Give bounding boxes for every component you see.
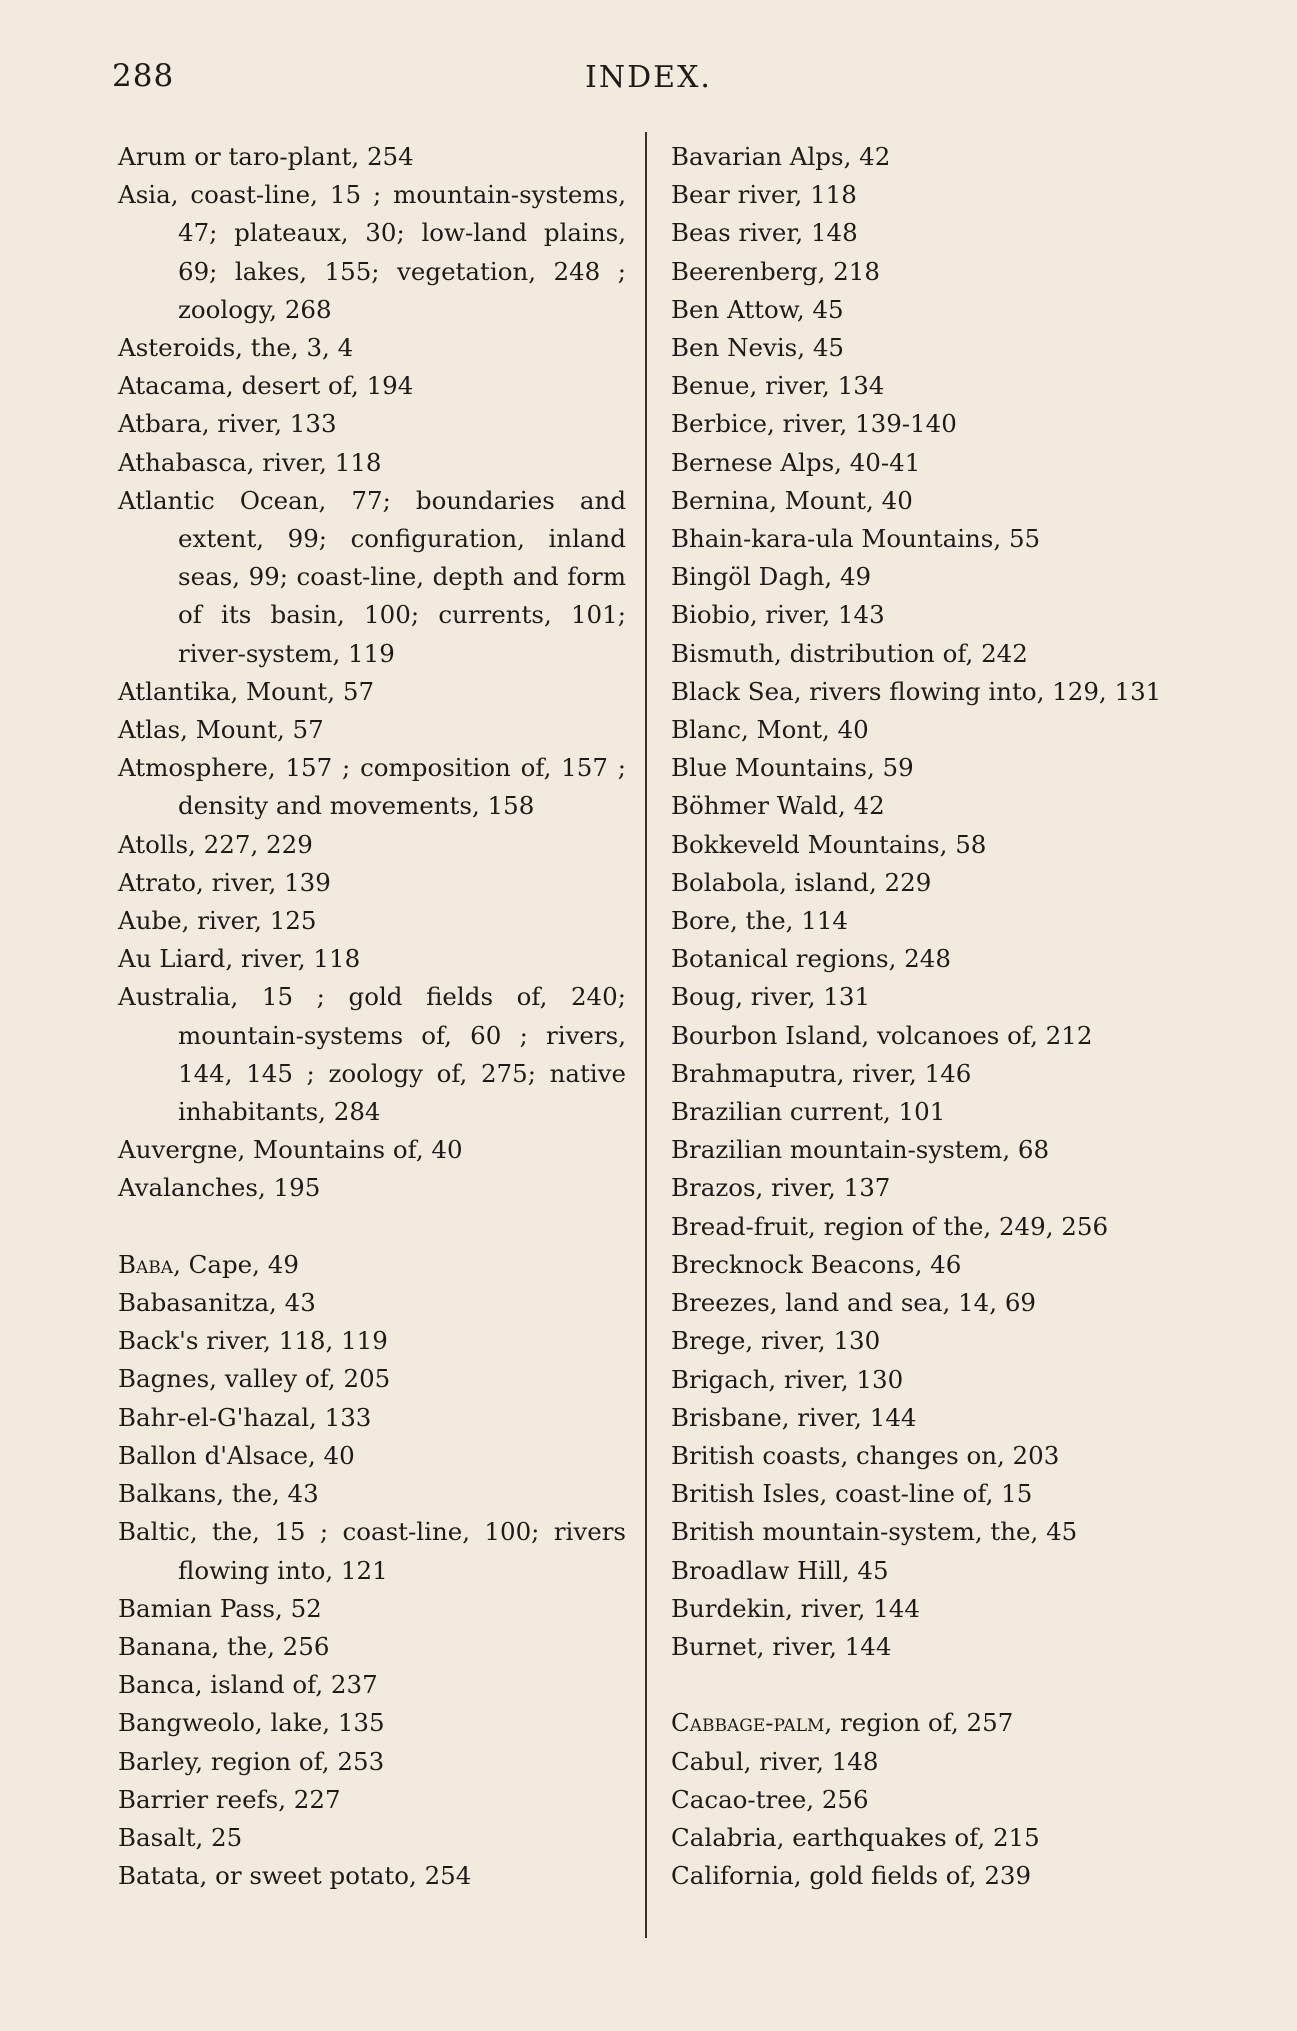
index-entry: Aube, river, 125 — [118, 906, 317, 936]
page-number: 288 — [112, 58, 175, 94]
left-entries-b — [118, 1284, 626, 1895]
index-entry: Botanical regions, 248 — [671, 944, 951, 974]
index-entry: Barrier reefs, 227 — [118, 1784, 341, 1814]
index-entry: Atlantic Ocean, 77; boundaries and extent, 99; configuration, inland seas, 99; coast-line, depth and form of its basin, 100; currents, 101; river-system, 119 — [118, 485, 626, 668]
section-gap — [118, 1208, 626, 1246]
index-entry: Ballon d'Alsace, 40 — [118, 1440, 355, 1470]
index-entry: Auvergne, Mountains of, 40 — [118, 1135, 463, 1165]
index-entry: Bokkeveld Mountains, 58 — [671, 829, 987, 859]
index-entry: Atrato, river, 139 — [118, 867, 331, 897]
index-entry: Banana, the, 256 — [118, 1631, 330, 1661]
index-entry: Atolls, 227, 229 — [118, 829, 313, 859]
index-entry: Atmosphere, 157 ; composition of, 157 ; density and movements, 158 — [118, 753, 626, 821]
right-entries-a — [671, 138, 1176, 1666]
index-entry: British Isles, coast-line of, 15 — [671, 1479, 1033, 1509]
index-entry: Brege, river, 130 — [671, 1326, 881, 1356]
index-entry: Babasanitza, 43 — [118, 1288, 316, 1318]
index-entry: Atacama, desert of, 194 — [118, 371, 414, 401]
index-entry: Brazos, river, 137 — [671, 1173, 891, 1203]
index-entry: Bore, the, 114 — [671, 906, 849, 936]
index-entry: Australia, 15 ; gold fields of, 240; mountain-systems of, 60 ; rivers, 144, 145 ; zoology of, 275; native inhabitants, 284 — [118, 982, 626, 1127]
index-entry: Brecknock Beacons, 46 — [671, 1249, 962, 1279]
index-entry: Broadlaw Hill, 45 — [671, 1555, 889, 1585]
index-entry: Baltic, the, 15 ; coast-line, 100; rivers flowing into, 121 — [118, 1517, 626, 1585]
right-column — [671, 138, 1176, 1895]
index-entry: Atlantika, Mount, 57 — [118, 676, 375, 706]
column-divider — [645, 132, 647, 1938]
index-entry: Brigach, river, 130 — [671, 1364, 904, 1394]
index-entry: Bourbon Island, volcanoes of, 212 — [671, 1020, 1093, 1050]
index-entry: British coasts, changes on, 203 — [671, 1440, 1060, 1470]
index-entry: Brazilian current, 101 — [671, 1097, 946, 1127]
index-entry: Bavarian Alps, 42 — [671, 142, 891, 171]
index-entry: Atbara, river, 133 — [118, 409, 337, 439]
index-entry: Brahmaputra, river, 146 — [671, 1058, 972, 1088]
index-entry: Asteroids, the, 3, 4 — [118, 333, 354, 363]
running-head: INDEX. — [585, 60, 712, 95]
right-entries-b — [671, 1743, 1176, 1896]
index-entry: Black Sea, rivers flowing into, 129, 131 — [671, 676, 1162, 706]
index-entry: Ben Attow, 45 — [671, 294, 844, 324]
left-entries-a — [118, 138, 626, 1208]
index-entry: Au Liard, river, 118 — [118, 944, 361, 974]
index-entry: Bingöl Dagh, 49 — [671, 562, 872, 592]
index-entry: Baba, Cape, 49 — [118, 1249, 299, 1279]
index-entry: Böhmer Wald, 42 — [671, 791, 885, 821]
index-entry: Berbice, river, 139-140 — [671, 409, 957, 439]
index-entry: Bernese Alps, 40-41 — [671, 447, 921, 477]
index-entry: Cabul, river, 148 — [671, 1746, 879, 1776]
index-entry: Bear river, 118 — [671, 180, 857, 210]
index-entry: Brazilian mountain-system, 68 — [671, 1135, 1050, 1165]
index-entry: Cacao-tree, 256 — [671, 1784, 869, 1814]
index-entry: Blanc, Mont, 40 — [671, 715, 869, 745]
index-entry: Bahr-el-G'hazal, 133 — [118, 1402, 372, 1432]
index-entry: Basalt, 25 — [118, 1822, 243, 1852]
section-head-word: Baba — [118, 1249, 174, 1279]
index-entry: Blue Mountains, 59 — [671, 753, 914, 783]
index-entry: Calabria, earthquakes of, 215 — [671, 1822, 1040, 1852]
index-entry: Burnet, river, 144 — [671, 1631, 892, 1661]
index-entry: Balkans, the, 43 — [118, 1479, 319, 1509]
index-entry: Bread-fruit, region of the, 249, 256 — [671, 1211, 1109, 1241]
index-entry: Brisbane, river, 144 — [671, 1402, 917, 1432]
index-entry: Breezes, land and sea, 14, 69 — [671, 1288, 1036, 1318]
index-entry: Biobio, river, 143 — [671, 600, 885, 630]
left-column — [118, 138, 626, 1895]
index-entry: Asia, coast-line, 15 ; mountain-systems, 47; plateaux, 30; low-land plains, 69; lakes, 155; vegetation, 248 ; zoology, 268 — [118, 180, 626, 324]
index-entry: Boug, river, 131 — [671, 982, 871, 1012]
index-entry: Burdekin, river, 144 — [671, 1593, 920, 1623]
index-entry: Bamian Pass, 52 — [118, 1593, 322, 1623]
index-entry: Athabasca, river, 118 — [118, 447, 382, 477]
section-head-word: Cabbage-palm — [671, 1708, 825, 1738]
index-entry: Banca, island of, 237 — [118, 1670, 378, 1700]
index-entry: Bangweolo, lake, 135 — [118, 1708, 385, 1738]
index-entry: Bernina, Mount, 40 — [671, 485, 913, 515]
index-entry: Benue, river, 134 — [671, 371, 885, 401]
index-entry: Bismuth, distribution of, 242 — [671, 638, 1028, 668]
index-entry: Avalanches, 195 — [118, 1173, 321, 1203]
index-entry: Beerenberg, 218 — [671, 256, 880, 286]
section-gap — [671, 1666, 1176, 1704]
index-entry: Bhain-kara-ula Mountains, 55 — [671, 524, 1041, 554]
index-entry: California, gold fields of, 239 — [671, 1861, 1032, 1891]
index-entry: Back's river, 118, 119 — [118, 1326, 388, 1356]
index-entry: Arum or taro-plant, 254 — [118, 142, 414, 171]
index-entry: Beas river, 148 — [671, 218, 858, 248]
index-entry: Bolabola, island, 229 — [671, 867, 932, 897]
index-entry: Barley, region of, 253 — [118, 1746, 385, 1776]
index-entry: Bagnes, valley of, 205 — [118, 1364, 391, 1394]
index-entry: Atlas, Mount, 57 — [118, 715, 324, 745]
index-entry: Batata, or sweet potato, 254 — [118, 1861, 472, 1891]
index-entry: British mountain-system, the, 45 — [671, 1517, 1078, 1547]
index-entry: Ben Nevis, 45 — [671, 333, 845, 363]
index-entry: Cabbage-palm, region of, 257 — [671, 1708, 1014, 1738]
